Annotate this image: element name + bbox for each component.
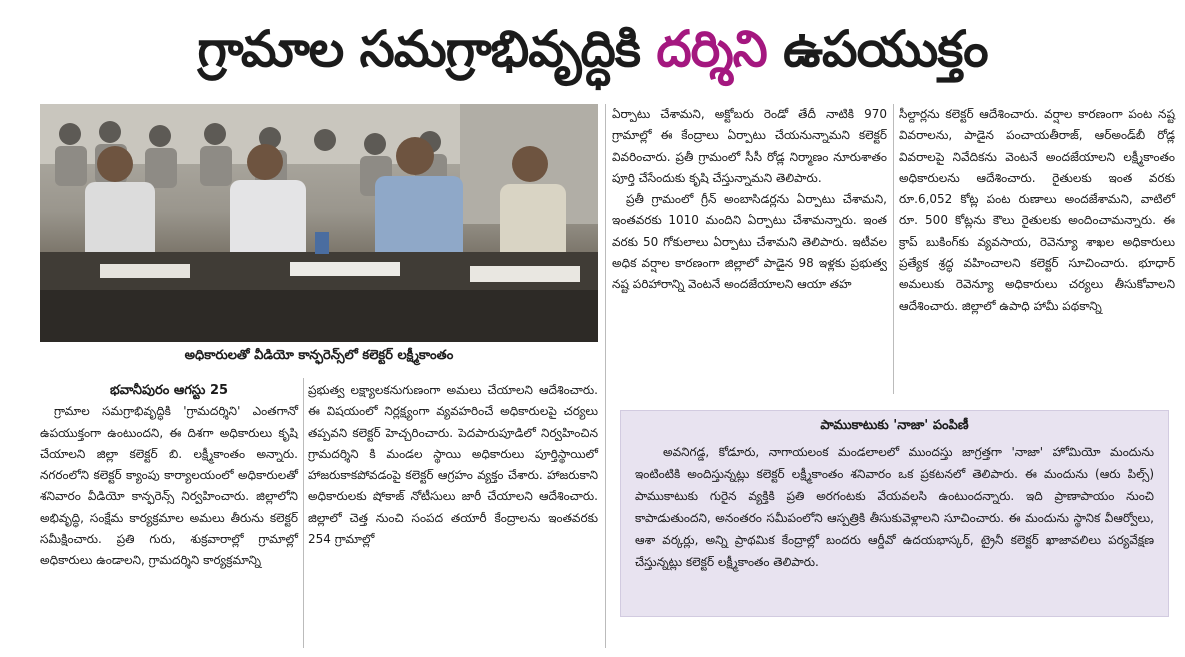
article-column-3 [612, 104, 887, 296]
article-col2-text: ప్రభుత్వ లక్ష్యాలకనుగుణంగా అమలు చేయాలని ఆదేశించారు. ఈ విషయంలో నిర్లక్ష్యంగా వ్యవహరించే అధికారులపై చర్యలు తప్పవని కలెక్టర్ హెచ్చరించారు. పెదపారుపూడిలో నిర్వహించిన గ్రామదర్శిని కి మండల స్థాయి అధికారులు పూర్తిస్థాయిలో హాజరుకాకపోవడంపై కలెక్టర్ ఆగ్రహం వ్యక్తం చేశారు. హాజరుకాని అధికారులకు షోకాజ్ నోటీసులు జారీ చేయాలని ఆదేశించారు. జిల్లాలో చెత్త నుంచి సంపద తయారీ కేంద్రాలను ఇంతవరకు 254 గ్రామాల్లో [308, 383, 598, 547]
photo-caption: అధికారులతో వీడియో కాన్ఫరెన్స్‌లో కలెక్టర్ లక్ష్మీకాంతం [184, 348, 454, 363]
headline [0, 0, 1185, 100]
headline-part1: గ్రామాల సమగ్రాభివృద్ధికి [197, 20, 657, 78]
sidebar-box [620, 410, 1169, 617]
column-divider [303, 378, 304, 648]
article-col4-text: సీల్దార్లను కలెక్టర్ ఆదేశించారు. వర్షాల కారణంగా పంట నష్ట వివరాలను, పాడైన పంచాయతీరాజ్, ఆర్అండ్‌బీ రోడ్ల వివరాలపై నివేదికను వెంటనే అందజేయాలని లక్ష్మీకాంతం అధికారులను ఆదేశించారు. రైతులకు ఇంత వరకు రూ.6,052 కోట్ల పంట రుణాలు అందజేశామని, వాటిలో రూ. 500 కోట్లను కౌలు రైతులకు అందించామన్నారు. ఈ క్రాప్ బుకింగ్‌కు వ్యవసాయ, రెవెన్యూ శాఖల అధికారులు ప్రత్యేక శ్రద్ధ వహించాలని కలెక్టర్ సూచించారు. భూధార్ అమలుకు రెవెన్యూ అధికారులు చర్యలు తీసుకోవాలని ఆదేశించారు. జిల్లాలో ఉపాధి హామీ పథకాన్ని [899, 107, 1175, 313]
article-column-2 [308, 380, 598, 550]
article-col1-text: గ్రామాల సమగ్రాభివృద్ధికి 'గ్రామదర్శిని' ఎంతగానో ఉపయుక్తంగా ఉంటుందని, ఈ దిశగా అధికారులు కృషి చేయాలని జిల్లా కలెక్టర్ బి. లక్ష్మీకాంతం అన్నారు. నగరంలోని కలెక్టర్ క్యాంపు కార్యాలయంలో అధికారులతో శనివారం వీడియో కాన్ఫరెన్స్ నిర్వహించారు. జిల్లాలోని అభివృద్ధి, సంక్షేమ కార్యక్రమాల అమలు తీరును కలెక్టర్ సమీక్షించారు. ప్రతి గురు, శుక్రవారాల్లో గ్రామాల్లో అధికారులు ఉండాలని, గ్రామదర్శిని కార్యక్రమాన్ని [40, 404, 298, 568]
column-divider [605, 104, 606, 648]
sidebar-title: పాముకాటుకు 'నాజా' పంపిణీ [820, 418, 969, 433]
sidebar-body: అవనిగడ్డ, కోడూరు, నాగాయలంక మండలాలలో ముందస్తు జాగ్రత్తగా 'నాజా' హోమియో మందును ఇంటింటికి అందిస్తున్నట్లు కలెక్టర్ లక్ష్మీకాంతం శనివారం ఒక ప్రకటనలో తెలిపారు. ఈ మందును (ఆరు పిల్స్) పాముకాటుకు గురైన వ్యక్తికి ప్రతి అరగంటకు వేయవలసి ఉంటుందన్నారు. ఇది ప్రాణాపాయం నుంచి కాపాడుతుందని, అనంతరం సమీపంలోని ఆస్పత్రికి తీసుకువెళ్లాలని సూచించారు. ఈ మందును స్థానిక వీఆర్వోలు, ఆశా వర్కర్లు, అన్ని ప్రాథమిక కేంద్రాల్లో బందరు ఆర్డీవో ఉదయభాస్కర్, ట్రైనీ కలెక్టర్ ఖాజావలిలు పర్యవేక్షణ చేస్తున్నట్లు కలెక్టర్ లక్ష్మీకాంతం తెలిపారు. [635, 445, 1154, 569]
headline-part2: ఉపయుక్తం [766, 20, 988, 78]
article-col3-p2: ప్రతీ గ్రామంలో గ్రీన్ అంబాసిడర్లను ఏర్పాటు చేశామని, ఇంతవరకు 1010 మందిని ఏర్పాటు చేశామన్నారు. ఇంత వరకు 50 గోకులాలు ఏర్పాటు చేశామని తెలిపారు. ఇటీవల అధిక వర్షాల కారణంగా జిల్లాలో పాడైన 98 ఇళ్లకు ప్రభుత్వ నష్ట పరిహారాన్ని వెంటనే అందజేయాలని ఆయా తహ [612, 192, 887, 292]
news-photo [40, 104, 598, 342]
dateline: భవానీపురం ఆగస్టు 25 [109, 383, 229, 398]
article-column-4 [899, 104, 1175, 317]
column-divider [893, 104, 894, 394]
article-column-1 [40, 380, 298, 572]
headline-accent: దర్శిని [656, 20, 767, 78]
article-col3-p1: ఏర్పాటు చేశామని, అక్టోబరు రెండో తేదీ నాటికి 970 గ్రామాల్లో ఈ కేంద్రాలు ఏర్పాటు చేయనున్నామని కలెక్టర్ వివరించారు. ప్రతీ గ్రామంలో సీసీ రోడ్ల నిర్మాణం నూరుశాతం పూర్తి చేసేందుకు కృషి చేస్తున్నామని తెలిపారు. [612, 107, 887, 185]
